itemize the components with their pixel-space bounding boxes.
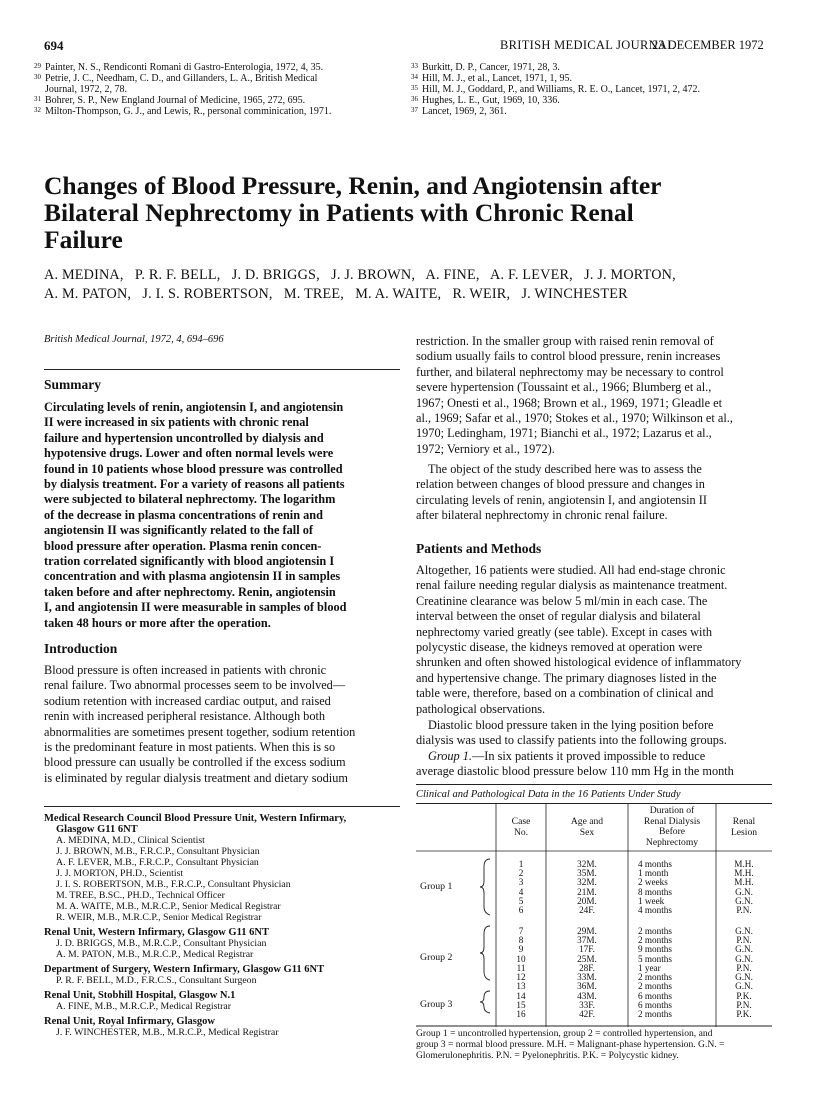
renal-lesion: M.H.: [734, 868, 754, 879]
case-number: 12: [516, 972, 526, 982]
title-line: Failure: [44, 225, 123, 254]
header-line: Age and: [570, 816, 604, 827]
reference-item: [405, 73, 700, 84]
text-line: nephrectomy varied greatly (see table). Except in cases with: [416, 624, 713, 639]
dialysis-duration: 2 months: [638, 935, 672, 946]
reference-text: Hill, M. J., Goddard, P., and Williams, R. E. O., Lancet, 1971, 2, 472.: [422, 84, 701, 95]
affiliation-heading: Renal Unit, Western Infirmary, Glasgow G11 6NT: [44, 927, 269, 938]
header-line: Renal Dialysis: [643, 815, 701, 827]
text-line: 1967; Onesti et al., 1968; Brown et al., 1969, 1971; Gleadle et: [416, 395, 722, 410]
summary-heading: Summary: [44, 377, 101, 392]
text-line: further, and bilateral nephrectomy may be necessary to control: [416, 364, 724, 379]
reference-text: Lancet, 1969, 2, 361.: [422, 106, 507, 117]
affiliation-person: J. J. MORTON, PH.D., Scientist: [56, 868, 184, 879]
text-line: —In six patients it proved impossible to reduce: [471, 749, 706, 763]
footnote-line: Group 1 = uncontrolled hypertension, group 2 = controlled hypertension, and: [416, 1028, 713, 1039]
text-line: pathological observations.: [416, 701, 546, 716]
header-line: Case: [511, 816, 531, 827]
header-duration: [628, 806, 716, 848]
header-line: Before: [658, 826, 686, 837]
text-line: abnormalities are sometimes present together, sodium retention: [44, 724, 356, 739]
affiliation-person: A. F. LEVER, M.B., F.R.C.P., Consultant Physician: [56, 857, 259, 868]
case-number: 8: [518, 935, 524, 946]
renal-lesion: M.H.: [734, 877, 754, 888]
objective-paragraph: [416, 462, 772, 524]
text-line: renal failure. Two abnormal processes seem to be involved—: [44, 678, 346, 693]
table-caption: Clinical and Pathological Data in the 16 Patients Under Study: [416, 789, 681, 800]
age-sex: 29M.: [577, 926, 597, 936]
reference-text: Journal, 1972, 2, 78.: [45, 84, 127, 95]
methods-paragraph-3: [416, 749, 772, 780]
renal-lesion: G.N.: [735, 981, 753, 992]
text-line: average diastolic blood pressure below 110 mm Hg in the month: [416, 764, 734, 779]
renal-lesion: P.N.: [736, 935, 752, 946]
age-sex: 35M.: [577, 868, 597, 879]
reference-item: [28, 84, 331, 95]
text-line: dialysis was used to classify patients into the following groups.: [416, 733, 727, 748]
renal-lesion: G.N.: [735, 972, 753, 982]
text-line: blood pressure can usually be controlled if the excess sodium: [44, 755, 346, 770]
table-footnote: [416, 1028, 774, 1061]
dialysis-duration: 2 months: [638, 926, 672, 936]
footnote-line: Glomerulonephritis. P.N. = Pyelonephritis. P.K. = Polycystic kidney.: [416, 1050, 679, 1061]
dialysis-duration: 5 months: [638, 953, 672, 964]
text-line: is the predominant feature in most patients. When this is so: [44, 740, 336, 755]
case-number: 2: [518, 868, 524, 879]
case-number: 15: [516, 1000, 526, 1011]
text-line: and hypertensive change. The primary diagnoses listed in the: [416, 670, 717, 685]
dialysis-duration: 9 months: [638, 944, 672, 955]
reference-text: Hughes, L. E., Gut, 1969, 10, 336.: [422, 95, 560, 106]
reference-number: 34: [411, 73, 418, 81]
affiliation-person: M. TREE, B.SC., PH.D., Technical Officer: [56, 890, 225, 901]
reference-text: Bohrer, S. P., New England Journal of Medicine, 1965, 272, 695.: [45, 95, 306, 106]
reference-number: 36: [411, 95, 418, 103]
text-line: blood pressure after operation. Plasma renin concen-: [44, 538, 322, 553]
text-line: Creatinine clearance was below 5 ml/min in each case. The: [416, 593, 708, 608]
text-line: sodium retention with increased cardiac output, and raised: [44, 693, 331, 708]
dialysis-duration: 8 months: [638, 886, 672, 897]
reference-item: [28, 106, 331, 117]
case-number: 14: [516, 991, 526, 1001]
text-line: Circulating levels of renin, angiotensin I, and angiotensin: [44, 400, 344, 414]
dialysis-duration: 2 months: [638, 1009, 672, 1020]
reference-text: Hill, M. J., et al., Lancet, 1971, 1, 95.: [422, 73, 572, 84]
header-case: [496, 817, 546, 838]
group-label: Group 3: [420, 998, 453, 1010]
affiliation-heading: Renal Unit, Stobhill Hospital, Glasgow N.1: [44, 990, 236, 1001]
page-number: 694: [44, 38, 64, 53]
reference-text: Petrie, J. C., Needham, C. D., and Gillanders, L. A., British Medical: [45, 73, 318, 84]
reference-text: Milton-Thompson, G. J., and Lewis, R., personal comminication, 1971.: [45, 106, 332, 117]
text-line: al., 1969; Safar et al., 1970; Stokes et al., 1970; Wilkinson et al.,: [416, 411, 733, 426]
text-line: were subjected to bilateral nephrectomy. The logarithm: [44, 492, 336, 507]
text-line: angiotensin II was significantly related to the fall of: [44, 523, 313, 538]
affiliation-heading: Department of Surgery, Western Infirmary, Glasgow G11 6NT: [44, 964, 325, 975]
age-sex: 25M.: [577, 953, 597, 964]
introduction-heading: Introduction: [44, 641, 118, 656]
age-sex: 24F.: [579, 905, 595, 915]
text-line: renin with increased peripheral resistance. Although both: [44, 709, 326, 724]
divider: [416, 784, 772, 785]
reference-item: [405, 84, 700, 95]
title-line: Changes of Blood Pressure, Renin, and Angiotensin after: [44, 171, 662, 200]
header-lesion: [716, 817, 772, 838]
header-line: Lesion: [730, 826, 758, 838]
text-line: tration correlated significantly with blood angiotensin I: [44, 554, 335, 569]
affiliation-person: A. MEDINA, M.D., Clinical Scientist: [56, 835, 205, 846]
renal-lesion: G.N.: [735, 944, 753, 955]
affiliation-heading-cont: Glasgow G11 6NT: [56, 824, 138, 835]
text-line: hypotensive drugs. Lower and often normal levels were: [44, 446, 334, 461]
text-line: after bilateral nephrectomy in chronic renal failure.: [416, 508, 668, 523]
affiliation-person: M. A. WAITE, M.B., M.R.C.P., Senior Medical Registrar: [56, 901, 281, 912]
dialysis-duration: 6 months: [638, 1000, 672, 1011]
reference-item: [405, 106, 700, 117]
text-line: Altogether, 16 patients were studied. All had end-stage chronic: [416, 563, 726, 577]
case-number: 4: [518, 886, 524, 897]
references-left: [28, 62, 331, 117]
methods-paragraph-1: [416, 563, 772, 717]
case-number: 9: [518, 944, 524, 955]
intro-continued: [416, 334, 772, 457]
text-line: I, and angiotensin II were measurable in samples of blood: [44, 600, 347, 615]
text-line: circulating levels of renin, angiotensin I, and angiotensin II: [416, 492, 707, 507]
header-age-sex: [546, 817, 628, 838]
reference-number: 30: [34, 73, 41, 81]
header-line: Sex: [579, 826, 595, 838]
reference-number: 35: [411, 84, 418, 92]
divider: [44, 806, 400, 807]
affiliation-person: J. F. WINCHESTER, M.B., M.R.C.P., Medical Registrar: [56, 1027, 279, 1038]
introduction-text: [44, 663, 400, 786]
case-number: 11: [516, 962, 526, 973]
reference-number: 29: [34, 62, 41, 70]
text-line: of the decrease in plasma concentrations of renin and: [44, 507, 323, 522]
renal-lesion: M.H.: [734, 859, 754, 869]
case-number: 6: [518, 905, 524, 915]
age-sex: 33M.: [577, 972, 597, 982]
age-sex: 42F.: [579, 1009, 595, 1020]
text-line: Blood pressure is often increased in patients with chronic: [44, 663, 327, 677]
age-sex: 28F.: [579, 962, 595, 973]
reference-text: Burkitt, D. P., Cancer, 1971, 28, 3.: [422, 62, 560, 73]
case-number: 3: [518, 877, 524, 888]
text-line: polycystic disease, the kidneys removed at operation were: [416, 640, 703, 655]
reference-number: [28, 84, 41, 95]
divider: [44, 369, 400, 370]
renal-lesion: G.N.: [735, 953, 753, 964]
case-number: 16: [516, 1009, 526, 1020]
case-number: 1: [518, 859, 524, 869]
footnote-line: group 3 = normal blood pressure. M.H. = Malignant-phase hypertension. G.N. =: [416, 1039, 725, 1050]
author-list: [44, 266, 784, 304]
text-line: The object of the study described here was to assess the: [428, 462, 702, 476]
age-sex: 37M.: [577, 935, 597, 946]
header-line: Renal: [732, 816, 756, 827]
text-line: by dialysis treatment. For a variety of reasons all patients: [44, 477, 345, 492]
methods-heading: Patients and Methods: [416, 541, 542, 556]
text-line: renal failure needing regular dialysis as maintenance treatment.: [416, 578, 728, 593]
age-sex: 20M.: [577, 895, 597, 906]
case-number: 10: [516, 953, 526, 964]
text-line: concentration and with plasma angiotensin II in samples: [44, 569, 341, 584]
references-right: [405, 62, 700, 117]
header-line: No.: [513, 826, 529, 838]
affiliation-person: P. R. F. BELL, M.D., F.R.C.S., Consultant Surgeon: [56, 975, 257, 986]
dialysis-duration: 1 year: [638, 962, 661, 973]
dialysis-duration: 1 week: [638, 895, 665, 906]
renal-lesion: G.N.: [735, 895, 753, 906]
case-number: 5: [518, 895, 524, 906]
title-line: Bilateral Nephrectomy in Patients with Chronic Renal: [44, 198, 634, 227]
group-1-label: Group 1.: [428, 749, 472, 763]
author-line: A. MEDINA, P. R. F. BELL, J. D. BRIGGS, J. J. BROWN, A. FINE, A. F. LEVER, J. J. MORTON,: [44, 267, 676, 283]
age-sex: 33F.: [579, 1000, 595, 1011]
affiliation-person: A. M. PATON, M.B., M.R.C.P., Medical Registrar: [56, 949, 254, 960]
text-line: is eliminated by regular dialysis treatment and dietary sodium: [44, 770, 348, 785]
reference-item: [28, 95, 331, 106]
reference-number: 31: [34, 95, 41, 103]
reference-text: Painter, N. S., Rendiconti Romani di Gastro-Enterologia, 1972, 4, 35.: [45, 62, 324, 73]
renal-lesion: P.K.: [736, 991, 752, 1001]
affiliation-person: J. J. BROWN, M.B., F.R.C.P., Consultant Physician: [56, 846, 260, 857]
text-line: 1972; Verniory et al., 1972).: [416, 441, 555, 456]
case-number: 13: [516, 981, 526, 992]
age-sex: 17F.: [579, 944, 595, 955]
reference-number: 33: [411, 62, 418, 70]
text-line: severe hypertension (Toussaint et al., 1966; Blumberg et al.,: [416, 380, 712, 395]
text-line: taken before and after nephrectomy. Renin, angiotensin: [44, 584, 336, 599]
affiliation-person: J. D. BRIGGS, M.B., M.R.C.P., Consultant Physician: [56, 938, 267, 949]
affiliation-heading: Renal Unit, Royal Infirmary, Glasgow: [44, 1016, 215, 1027]
reference-item: [405, 95, 700, 106]
reference-item: [28, 73, 331, 84]
journal-name: BRITISH MEDICAL JOURNAL: [500, 38, 676, 52]
methods-paragraph-2: [416, 718, 772, 749]
header-line: Nephrectomy: [645, 836, 699, 848]
text-line: 1970; Ledingham, 1971; Bianchi et al., 1972; Lazarus et al.,: [416, 426, 712, 441]
age-sex: 21M.: [577, 886, 597, 897]
article-title: [44, 172, 784, 253]
age-sex: 43M.: [577, 991, 597, 1001]
text-line: Diastolic blood pressure taken in the lying position before: [428, 718, 714, 732]
header-line: Duration of: [649, 805, 695, 816]
dialysis-duration: 6 months: [638, 991, 672, 1001]
reference-number: 37: [411, 106, 418, 114]
text-line: failure and hypertension uncontrolled by dialysis and: [44, 430, 324, 445]
renal-lesion: P.N.: [736, 1000, 752, 1011]
text-line: interval between the onset of regular dialysis and bilateral: [416, 609, 701, 624]
age-sex: 32M.: [577, 877, 597, 888]
group-label: Group 1: [420, 880, 453, 892]
affiliation-person: A. FINE, M.B., M.R.C.P., Medical Registrar: [56, 1001, 231, 1012]
text-line: relation between changes of blood pressure and changes in: [416, 477, 705, 492]
affiliations: [44, 809, 400, 1038]
text-line: II were increased in six patients with chronic renal: [44, 415, 309, 430]
issue-date: 23 DECEMBER 1972: [652, 38, 764, 52]
dialysis-duration: 2 weeks: [638, 877, 668, 888]
article-citation: British Medical Journal, 1972, 4, 694–696: [44, 334, 224, 345]
dialysis-duration: 2 months: [638, 981, 672, 992]
age-sex: 36M.: [577, 981, 597, 992]
dialysis-duration: 2 months: [638, 972, 672, 982]
author-line: A. M. PATON, J. I. S. ROBERTSON, M. TREE, M. A. WAITE, R. WEIR, J. WINCHESTER: [44, 286, 628, 302]
renal-lesion: G.N.: [735, 886, 753, 897]
text-line: shrunken and often showed histological evidence of inflammatory: [416, 655, 742, 670]
renal-lesion: G.N.: [735, 926, 753, 936]
affiliation-person: R. WEIR, M.B., M.R.C.P., Senior Medical Registrar: [56, 912, 262, 923]
affiliation-person: J. I. S. ROBERTSON, M.B., F.R.C.P., Consultant Physician: [56, 879, 291, 890]
text-line: restriction. In the smaller group with raised renin removal of: [416, 334, 714, 348]
renal-lesion: P.K.: [736, 1009, 752, 1020]
case-number: 7: [518, 926, 524, 936]
summary-text: [44, 400, 400, 631]
reference-item: [28, 62, 331, 73]
affiliation-heading: Medical Research Council Blood Pressure Unit, Western Infirmary,: [44, 813, 347, 824]
dialysis-duration: 1 month: [638, 868, 669, 879]
dialysis-duration: 4 months: [638, 859, 672, 869]
renal-lesion: P.N.: [736, 905, 752, 915]
renal-lesion: P.N.: [736, 962, 752, 973]
reference-number: 32: [34, 106, 41, 114]
text-line: sodium usually fails to control blood pressure, renin increases: [416, 349, 721, 364]
text-line: table were, therefore, based on a combination of clinical and: [416, 686, 714, 701]
text-line: taken 48 hours or more after the operation.: [44, 615, 271, 630]
group-label: Group 2: [420, 952, 453, 964]
dialysis-duration: 4 months: [638, 905, 672, 915]
reference-item: [405, 62, 700, 73]
age-sex: 32M.: [577, 859, 597, 869]
text-line: found in 10 patients whose blood pressure was controlled: [44, 461, 343, 476]
